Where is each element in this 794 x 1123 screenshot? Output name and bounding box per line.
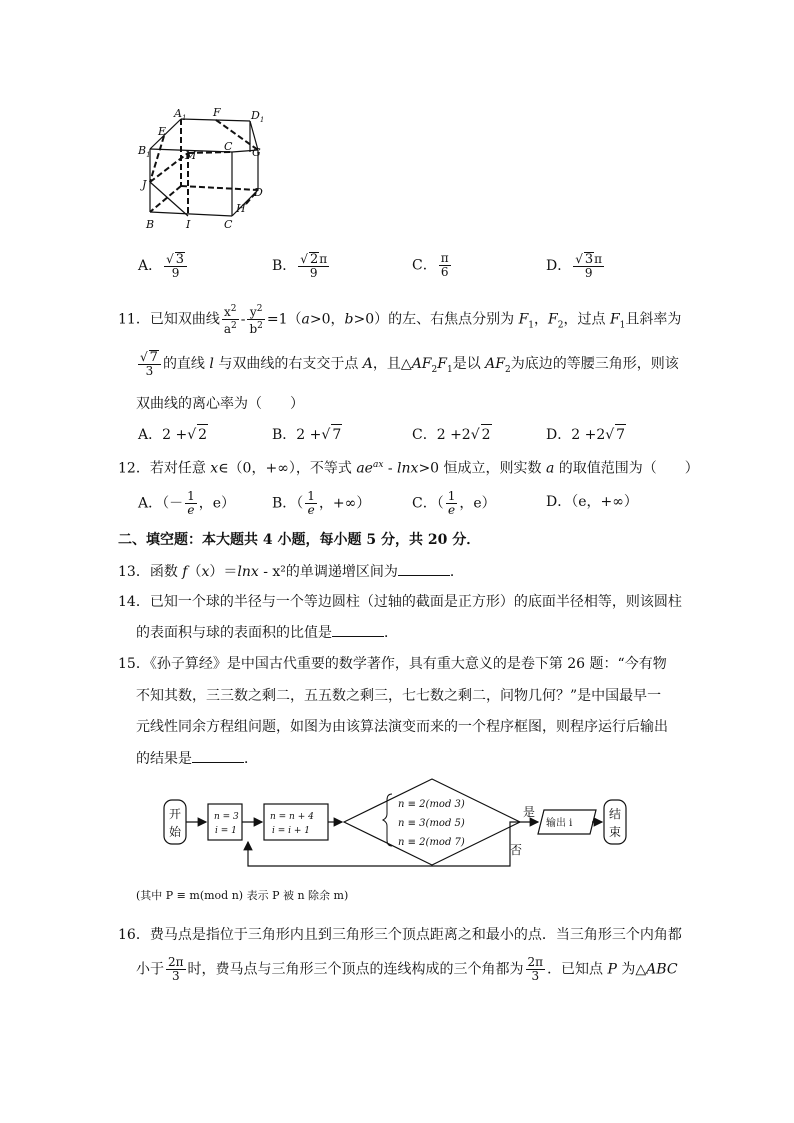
q11-line1: 11．已知双曲线 $\frac{x^2}{a^2}$ - $\frac{y^2}{b^2}$ =1（a>0，b>0）的左、右焦点分别为 $F_1$，$F_2$，过点 $F_1$且斜率为 (118, 304, 682, 336)
end-text-2: 束 (609, 825, 622, 839)
update-text-1: n = n + 4 (270, 812, 314, 822)
cond-text-2: n ≡ 3(mod 5) (398, 818, 465, 829)
q15-line1: 15．《孙子算经》是中国古代重要的数学著作，具有重大意义的是卷下第 26 题：“今有物 (118, 656, 667, 672)
label-h: H (236, 202, 246, 215)
q15-line3: 元线性同余方程组问题，如图为由该算法演变而来的一个程序框图，则程序运行后输出 (136, 719, 668, 735)
q10-option-a: A． $\frac{√ 3}{9}$ (138, 252, 189, 280)
start-text-2: 始 (169, 825, 182, 839)
init-text-1: n = 3 (214, 812, 239, 822)
label-m: M (185, 149, 197, 162)
q13: 13．函数 f（x）＝lnx - x²的单调递增区间为 ． (118, 561, 464, 582)
end-text-1: 结 (609, 807, 622, 821)
q11-option-d: D．2 +2√ 7 (546, 424, 626, 445)
q15-answer-blank[interactable] (192, 748, 244, 763)
q14-line2: 的表面积与球的表面积的比值是 ． (136, 622, 398, 643)
label-d1: $D_1$ (251, 109, 265, 124)
label-a1: $A_1$ (174, 107, 187, 122)
cond-text-1: n ≡ 2(mod 3) (398, 799, 465, 810)
q16-line2: 小于 $\frac{2\pi}{3}$ 时，费马点与三角形三个顶点的连线构成的三个角都为 $\frac{2\pi}{3}$ ．已知点 P 为△ABC (136, 955, 678, 983)
q12-option-d: D．（e，+∞） (546, 494, 638, 510)
update-text-2: i = i + 1 (272, 826, 311, 836)
yes-label: 是 (523, 805, 536, 819)
q10-option-c: C． $\frac{\pi}{6}$ (412, 251, 449, 279)
q10-option-d: D． $\frac{√ 3\pi}{9}$ (546, 252, 603, 280)
init-text-2: i = 1 (215, 826, 237, 836)
q13-answer-blank[interactable] (398, 561, 450, 576)
label-i: I (186, 218, 191, 231)
q11-line3: 双曲线的离心率为（ ） (136, 396, 304, 412)
label-f: F (213, 106, 221, 119)
cube-figure (136, 104, 276, 236)
label-d: D (254, 186, 263, 199)
output-text: 输出 i (546, 818, 573, 829)
q16-line1: 16．费马点是指位于三角形内且到三角形三个顶点距离之和最小的点．当三角形三个内角都 (118, 927, 682, 943)
label-e: E (158, 125, 167, 138)
q11-option-a: A．2 +√ 2 (138, 424, 208, 445)
q11-option-c: C．2 +2√ 2 (412, 424, 492, 445)
label-b: B (146, 218, 155, 231)
label-g: G (252, 146, 261, 159)
start-text-1: 开 (169, 807, 182, 821)
label-b1: $B_1$ (138, 144, 151, 159)
no-label: 否 (510, 843, 523, 857)
cond-text-3: n ≡ 2(mod 7) (398, 837, 465, 848)
label-c: C (224, 218, 233, 231)
q15-line2: 不知其数，三三数之剩二，五五数之剩三，七七数之剩二，问物几何？”是中国最早一 (136, 688, 662, 704)
q12-option-b: B．（ $\frac{1}{e}$ ，+∞） (272, 489, 371, 517)
q14-line1: 14．已知一个球的半径与一个等边圆柱（过轴的截面是正方形）的底面半径相等，则该圆柱 (118, 594, 682, 610)
q12-stem: 12．若对任意 x∈（0，+∞），不等式 $ae^{ax} - \ln x>0$ 恒成立，则实数 a 的取值范围为（ ） (118, 460, 699, 477)
q11-line2: $\frac{√ 7}{3}$ 的直线 l 与双曲线的右支交于点 A，且$\triangle AF_2F_1$是以 $AF_2$为底边的等腰三角形，则该 (140, 350, 679, 378)
section-heading: 二、填空题：本大题共 4 小题，每小题 5 分，共 20 分． (118, 532, 481, 548)
q11-option-b: B．2 +√ 7 (272, 424, 342, 445)
q14-answer-blank[interactable] (332, 622, 384, 637)
q15-line4: 的结果是 ． (136, 748, 258, 769)
q10-option-b: B． $\frac{√ 2\pi}{9}$ (272, 252, 328, 280)
label-j: J (142, 178, 147, 191)
flowchart-note: (其中 P ≡ m(mod n) 表示 P 被 n 除余 m) (136, 889, 349, 902)
flowchart (160, 776, 640, 876)
q12-option-a: A．（－ $\frac{1}{e}$ ，e） (138, 489, 236, 517)
q12-option-c: C．（ $\frac{1}{e}$ ，e） (412, 489, 496, 517)
label-c1: C (224, 140, 233, 153)
